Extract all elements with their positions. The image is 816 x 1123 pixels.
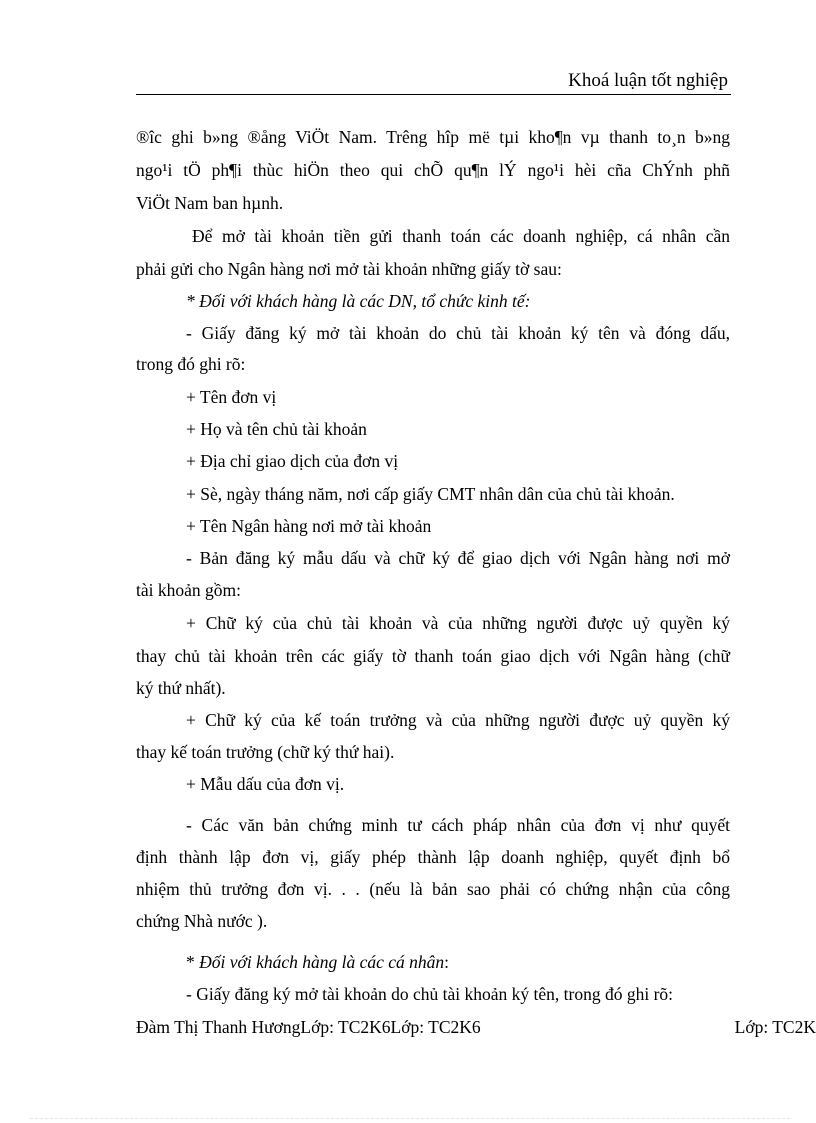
body-line-24: nhiệm thủ trưởng đơn vị. . . (nếu là bản sao phải có chứng nhận của công (136, 879, 730, 899)
heading-text: Đối với khách hàng là các cá nhân (199, 952, 445, 972)
heading-colon: : (444, 952, 450, 972)
list-item-bank-name: + Tên Ngân hàng nơi mở tài khoản (186, 516, 432, 536)
section-heading-individuals (186, 951, 730, 973)
body-line-4: Để mở tài khoản tiền gửi thanh toán các doanh nghiệp, cá nhân cần (192, 226, 730, 246)
body-line-25: chứng Nhà nước ). (136, 911, 268, 931)
footer-author: Đàm Thị Thanh HươngLớp: TC2K6Lớp: TC2K6 (136, 1017, 481, 1037)
body-line-16: + Chữ ký của chủ tài khoản và của những người được uỷ quyền ký (186, 613, 730, 633)
list-item-id-card: + Sè, ngày tháng năm, nơi cấp giấy CMT nhân dân của chủ tài khoản. (186, 484, 675, 504)
list-item-owner-name: + Họ và tên chủ tài khoản (186, 419, 367, 439)
body-line-15: tài khoản gồm: (136, 580, 241, 600)
header-divider (136, 94, 731, 95)
body-line-17: thay chủ tài khoản trên các giấy tờ thanh toán giao dịch với Ngân hàng (chữ (136, 646, 730, 666)
section-heading-organizations: * Đối với khách hàng là các DN, tổ chức kinh tế: (186, 291, 531, 311)
body-line-1: ®îc ghi b»ng ®ång ViÖt Nam. Trêng hîp më tµi kho¶n vµ thanh to¸n b»ng (136, 127, 730, 147)
body-line-8: trong đó ghi rõ: (136, 354, 246, 374)
footer-class: Lớp: TC2K (734, 1017, 816, 1037)
list-item-unit-name: + Tên đơn vị (186, 387, 277, 407)
body-line-23: định thành lập đơn vị, giấy phép thành lập doanh nghiệp, quyết định bổ (136, 847, 730, 867)
body-line-20: thay kế toán trưởng (chữ ký thứ hai). (136, 742, 395, 762)
heading-star: * (186, 952, 200, 972)
body-line-3: ViÖt Nam ban hµnh. (136, 193, 284, 213)
list-item-stamp: + Mẫu dấu của đơn vị. (186, 774, 345, 794)
page-header-title: Khoá luận tốt nghiệp (568, 70, 728, 91)
body-line-18: ký thứ nhất). (136, 678, 226, 698)
body-line-7: - Giấy đăng ký mở tài khoản do chủ tài khoản ký tên và đóng dấu, (186, 323, 730, 343)
body-line-5: phải gửi cho Ngân hàng nơi mở tài khoản những giấy tờ sau: (136, 259, 562, 279)
body-line-2: ngo¹i tÖ ph¶i thùc hiÖn theo qui chÕ qu¶n lÝ ngo¹i hèi cña ChÝnh phñ (136, 160, 730, 180)
body-line-19: + Chữ ký của kế toán trưởng và của những người được uỷ quyền ký (186, 710, 730, 730)
body-line-22: - Các văn bản chứng minh tư cách pháp nhân của đơn vị như quyết (186, 815, 730, 835)
list-item-address: + Địa chỉ giao dịch của đơn vị (186, 451, 399, 471)
body-line-27: - Giấy đăng ký mở tài khoản do chủ tài khoản ký tên, trong đó ghi rõ: (186, 984, 674, 1004)
page-bottom-divider (30, 1118, 790, 1119)
body-line-14: - Bản đăng ký mẫu dấu và chữ ký để giao dịch với Ngân hàng nơi mở (186, 548, 730, 568)
